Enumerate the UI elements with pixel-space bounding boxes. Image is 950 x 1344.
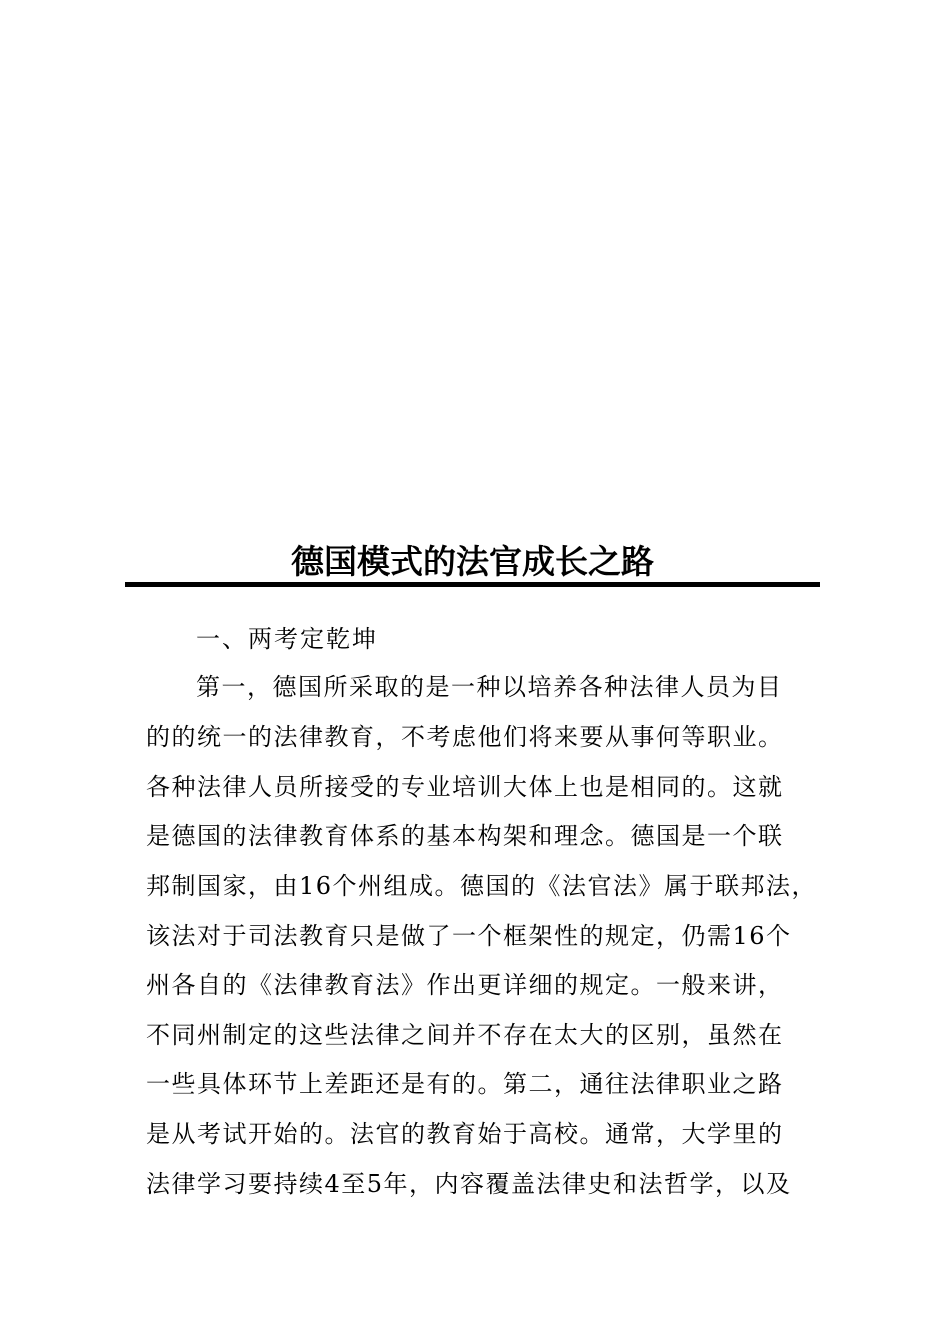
- paragraph-line: 的的统一的法律教育，不考虑他们将来要从事何等职业。: [146, 723, 784, 751]
- paragraph-line: 不同州制定的这些法律之间并不存在太大的区别，虽然在: [146, 1021, 784, 1049]
- paragraph-line: 第一，德国所采取的是一种以培养各种法律人员为目: [196, 673, 783, 701]
- paragraph-line: 各种法律人员所接受的专业培训大体上也是相同的。这就: [146, 773, 784, 801]
- paragraph-line: 是德国的法律教育体系的基本构架和理念。德国是一个联: [146, 822, 784, 850]
- section-heading: 一、两考定乾坤: [196, 625, 378, 653]
- paragraph-line: 一些具体环节上差距还是有的。第二，通往法律职业之路: [146, 1070, 784, 1098]
- document-title: 德国模式的法官成长之路: [291, 542, 654, 581]
- paragraph-line: 该法对于司法教育只是做了一个框架性的规定，仍需16个: [146, 922, 792, 950]
- paragraph-line: 法律学习要持续4至5年，内容覆盖法律史和法哲学，以及: [146, 1170, 792, 1198]
- title-underline-rule: [125, 582, 820, 587]
- paragraph-line: 州各自的《法律教育法》作出更详细的规定。一般来讲，: [146, 971, 784, 999]
- paragraph-line: 邦制国家，由16个州组成。德国的《法官法》属于联邦法，: [146, 872, 818, 900]
- paragraph-line: 是从考试开始的。法官的教育始于高校。通常，大学里的: [146, 1120, 784, 1148]
